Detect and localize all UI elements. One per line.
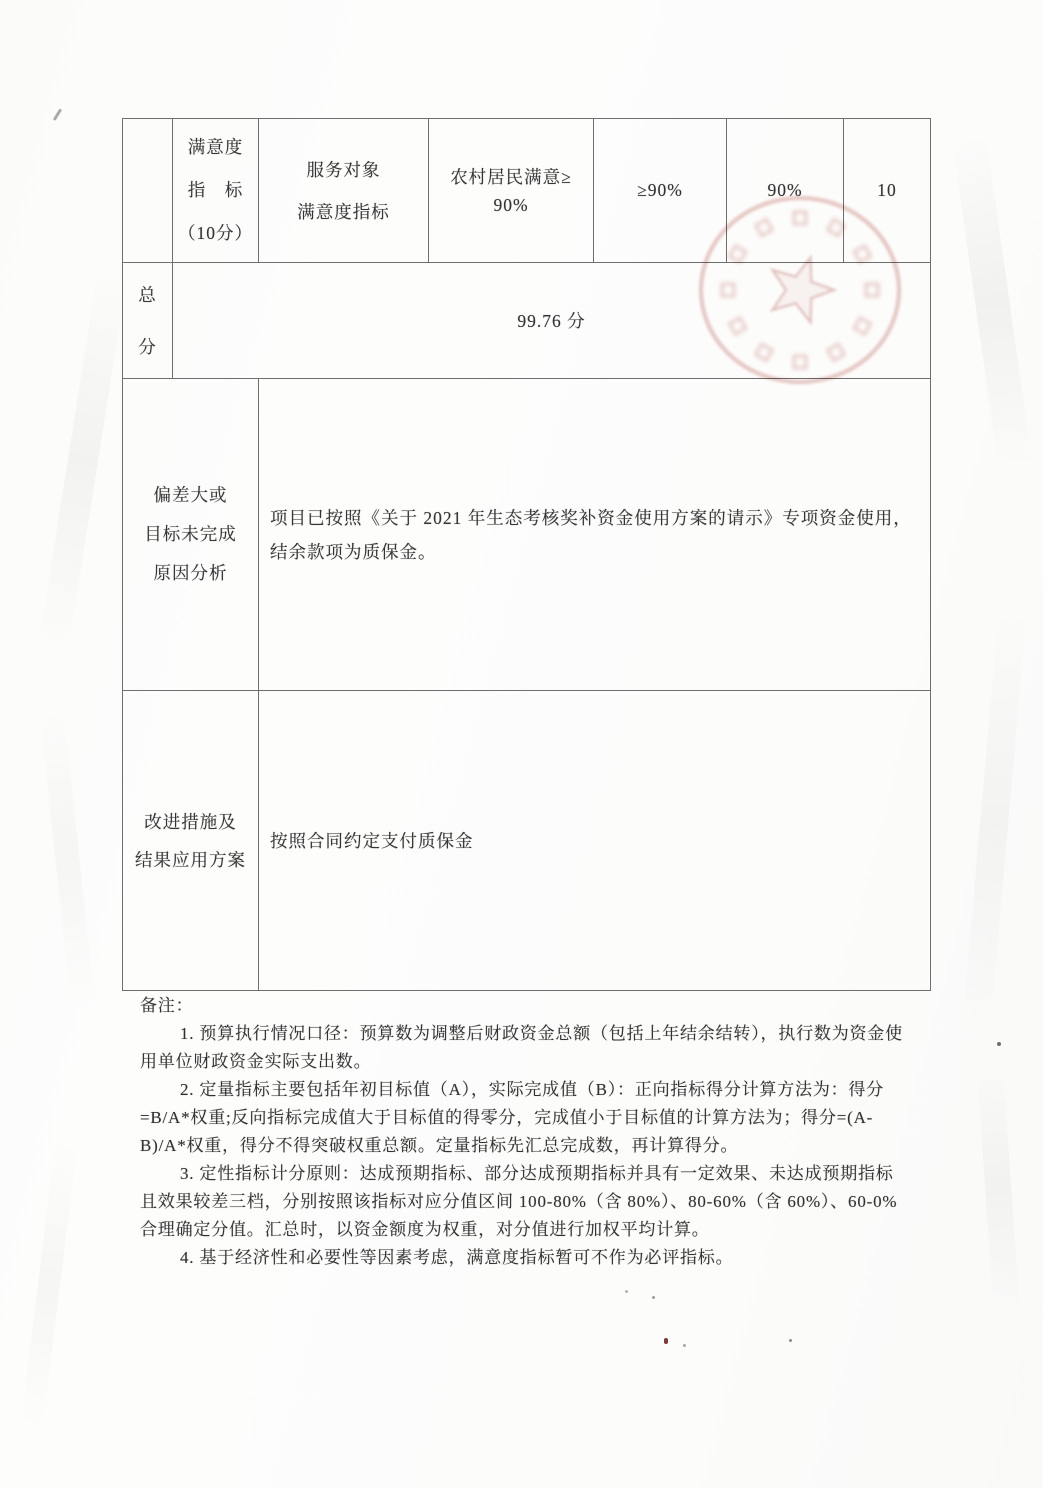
scan-speck [664,1338,668,1344]
deviation-content-cell: 项目已按照《关于 2021 年生态考核奖补资金使用方案的请示》专项资金使用，结余款项为质保金。 [259,379,931,691]
scan-streak [39,700,95,1011]
total-label-line: 分 [138,336,157,357]
satisfaction-indicator-row [123,119,931,263]
remark-item-3: 3. 定性指标计分原则：达成预期指标、部分达成预期指标并具有一定效果、未达成预期指标且效果较差三档，分别按照该指标对应分值区间 100-80%（含 80%）、80-60%（含 60%）、60-0%合理确定分值。汇总时，以资金额度为权重，对分值进行加权平均计算。 [140,1164,898,1239]
improvement-measures-row [123,691,931,991]
total-score-value-cell: 99.76 分 [173,263,931,379]
target-value-line: 农村居民满意≥ [450,166,572,187]
target-value-line: 90% [493,194,529,215]
indicator-name-cell [259,119,429,263]
satisfaction-category-cell [173,119,259,263]
scan-speck [683,1344,686,1347]
scan-streak [20,1140,77,1431]
empty-corner-cell [123,119,173,263]
remark-item-1: 1. 预算执行情况口径：预算数为调整后财政资金总额（包括上年结余结转），执行数为资金使用单位财政资金实际支出数。 [140,1024,903,1071]
score-cell: 10 [844,119,931,263]
total-label-line: 总 [138,284,157,305]
remark-item-4: 4. 基于经济性和必要性等因素考虑，满意度指标暂可不作为必评指标。 [180,1248,734,1267]
indicator-name-line: 服务对象 [306,159,381,180]
performance-score-table [122,118,931,991]
scan-streak [976,1059,1019,1310]
target-value-cell [429,119,594,263]
scan-streak [952,129,1033,470]
deviation-label-line: 偏差大或 [153,485,228,505]
scan-speck [625,1290,628,1293]
indicator-name-line: 满意度指标 [297,201,390,222]
satisfaction-category-line: 指 标 [187,180,244,200]
deviation-label-line: 原因分析 [153,563,228,583]
satisfaction-category-line: （10分） [178,223,253,243]
improvement-label-line: 改进措施及 [144,811,237,832]
satisfaction-category-line: 满意度 [187,137,244,157]
remarks-heading: 备注： [140,996,194,1015]
scan-speck [997,1042,1001,1046]
scan-streak [961,610,1026,1041]
deviation-label-cell [123,379,259,691]
remarks-section [140,992,908,1272]
scan-speck [789,1339,792,1342]
scan-speck [652,1296,655,1299]
improvement-label-line: 结果应用方案 [135,849,246,870]
total-score-label-cell [123,263,173,379]
completion-value-cell: 90% [727,119,844,263]
deviation-label-line: 目标未完成 [144,524,237,544]
total-score-row [123,263,931,379]
improvement-content-cell: 按照合同约定支付质保金 [259,691,931,991]
scan-streak [38,265,129,655]
scan-pen-mark [53,108,62,120]
deviation-analysis-row [123,379,931,691]
remark-item-2: 2. 定量指标主要包括年初目标值（A），实际完成值（B）：正向指标得分计算方法为：得分=B/A*权重;反向指标完成值大于目标值的得零分，完成值小于目标值的计算方法为；得分=(A-B)/A*权重，得分不得突破权重总额。定量指标先汇总完成数，再计算得分。 [140,1080,885,1155]
improvement-label-cell [123,691,259,991]
criterion-cell: ≥90% [594,119,727,263]
